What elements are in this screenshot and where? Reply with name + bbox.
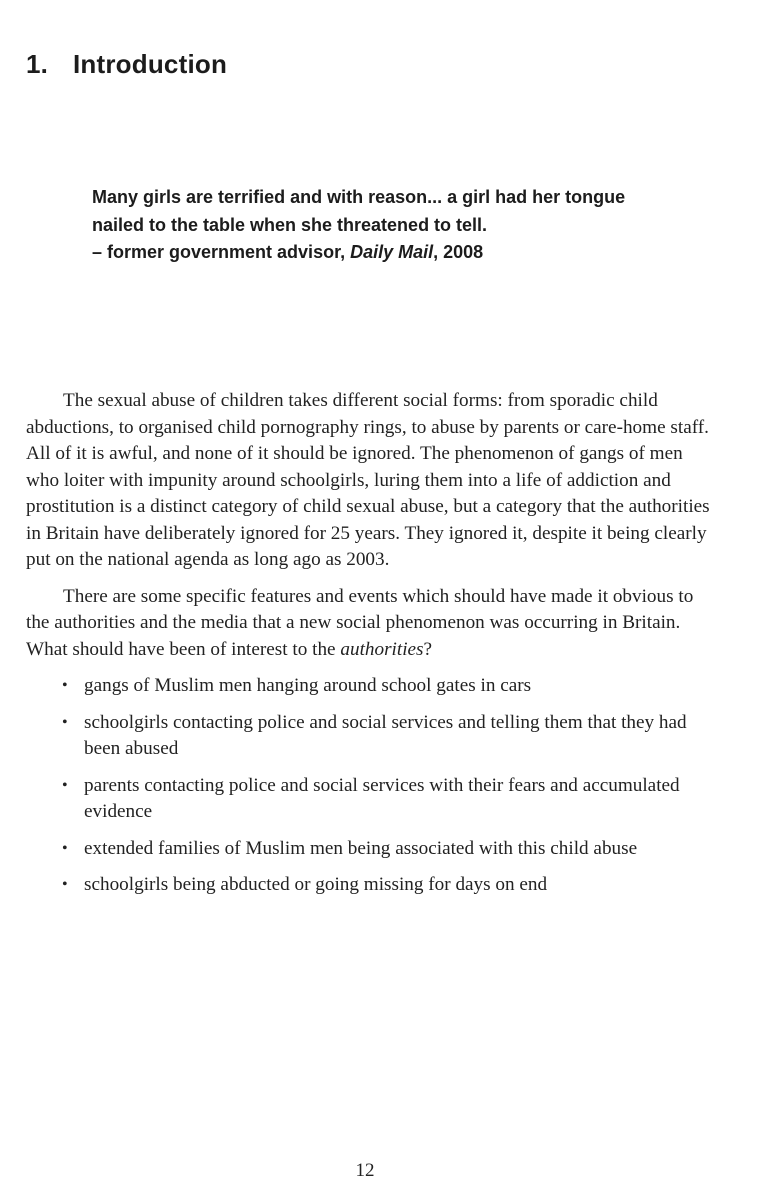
chapter-title: Introduction xyxy=(73,49,228,79)
list-item xyxy=(26,773,716,826)
bullet-icon: • xyxy=(62,713,68,731)
list-item xyxy=(26,710,716,763)
paragraph-2-text: There are some specific features and events which should have made it obvious to the authorities and the media that a new social phenomenon was occurring in Britain. What should have been of interest to the xyxy=(26,585,694,660)
paragraph-1: The sexual abuse of children takes different social forms: from sporadic child abductions, to organised child pornography rings, to abuse by parents or care-home staff. All of it is awful, and none of it should be ignored. The phenomenon of gangs of men who loiter with impunity around schoolgirls, luring them into a life of addiction and prostitution is a distinct category of child sexual abuse, but a category that the authorities in Britain have deliberately ignored for 25 years. They ignored it, despite it being clearly put on the national agenda as long ago as 2003. xyxy=(26,390,710,570)
bullet-icon: • xyxy=(62,876,68,893)
list-item xyxy=(26,673,716,700)
list-item xyxy=(26,872,716,899)
chapter-heading xyxy=(26,46,227,82)
body-text xyxy=(26,388,716,909)
list-item-text: gangs of Muslim men hanging around school gates in cars xyxy=(84,675,532,696)
list-item-text: schoolgirls contacting police and social services and telling them that they had been abused xyxy=(84,711,687,759)
attribution-prefix: – former government advisor, xyxy=(92,242,351,262)
attribution-source: Daily Mail xyxy=(350,242,434,262)
epigraph-quote xyxy=(92,184,652,267)
epigraph-attribution xyxy=(92,239,652,267)
list-item-text: parents contacting police and social services with their fears and accumulated evidence xyxy=(84,774,680,822)
bullet-icon: • xyxy=(62,839,68,857)
paragraph-2-emphasis: authorities xyxy=(340,638,424,660)
attribution-suffix: , 2008 xyxy=(433,242,484,262)
list-item-text: extended families of Muslim men being associated with this child abuse xyxy=(84,837,638,859)
bullet-icon: • xyxy=(62,677,68,694)
bullet-icon: • xyxy=(62,776,68,794)
paragraph-2 xyxy=(26,584,716,664)
paragraph-2-end: ? xyxy=(423,638,433,660)
list-item-text: schoolgirls being abducted or going missing for days on end xyxy=(84,874,548,895)
page-number: 12 xyxy=(355,1160,375,1181)
list-item xyxy=(26,836,716,863)
bullet-list xyxy=(26,673,716,899)
epigraph-text: Many girls are terrified and with reason... a girl had her tongue nailed to the table when she threatened to tell. xyxy=(92,187,626,235)
chapter-number: 1. xyxy=(26,49,49,79)
